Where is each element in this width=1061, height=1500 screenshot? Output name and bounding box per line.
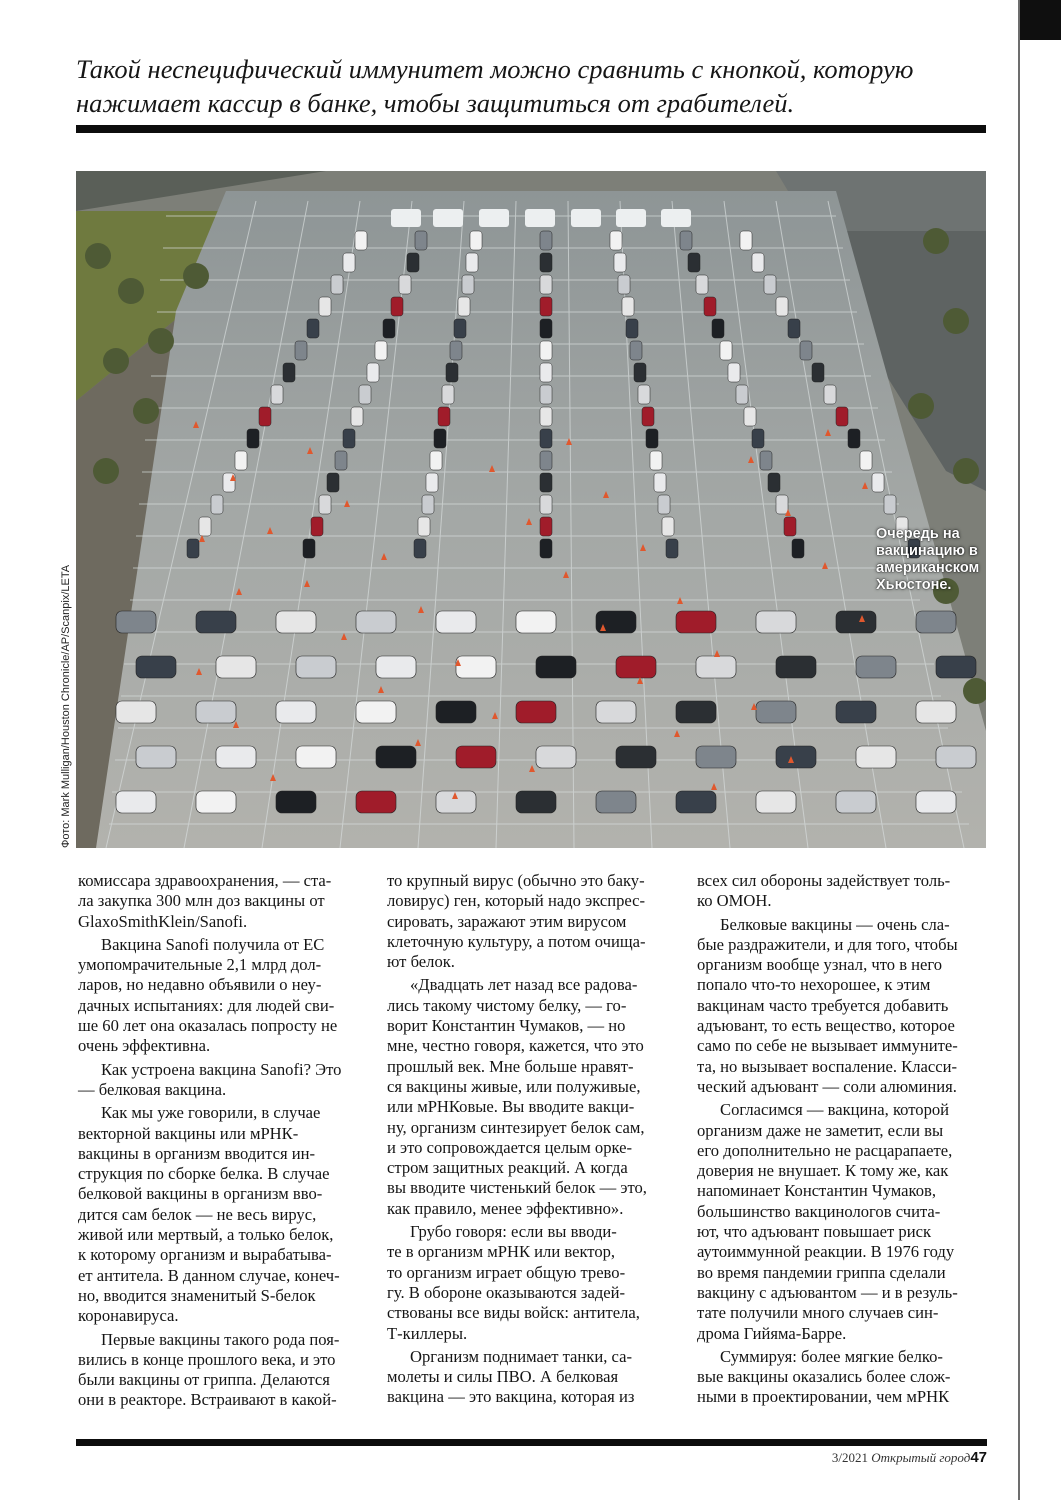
text-line: гу. В обороне оказываются задей- — [387, 1282, 626, 1302]
car — [616, 746, 656, 768]
car — [454, 319, 466, 338]
car — [136, 746, 176, 768]
paragraph-first-line: «Двадцать лет назад все радова- — [410, 975, 638, 995]
car — [654, 473, 666, 492]
car — [776, 297, 788, 316]
tree — [943, 308, 969, 334]
issue-number: 3/2021 — [831, 1450, 868, 1465]
text-line: доверия не внушает. К тому же, как — [697, 1161, 949, 1181]
car — [383, 319, 395, 338]
car — [756, 611, 796, 633]
text-line: Т-киллеры. — [387, 1323, 468, 1343]
car — [872, 473, 884, 492]
text-line: вакцинам часто требуется добавить — [697, 995, 949, 1015]
car — [446, 363, 458, 382]
vaccination-tent — [571, 209, 601, 227]
car — [283, 363, 295, 382]
text-line: то крупный вирус (обычно это баку- — [387, 871, 645, 890]
text-line: — белковая вакцина. — [78, 1079, 227, 1099]
car — [376, 746, 416, 768]
vaccination-tent — [616, 209, 646, 227]
car — [596, 791, 636, 813]
tree — [148, 328, 174, 354]
text-line: векторной вакцины или мРНК- — [78, 1123, 299, 1143]
paragraph-first-line: Суммируя: более мягкие белко- — [720, 1346, 943, 1366]
text-line: к которому организм и вырабатыва- — [78, 1245, 332, 1265]
car — [376, 656, 416, 678]
car — [856, 746, 896, 768]
photo-caption-line: американском — [876, 560, 980, 576]
photo-caption-line: вакцинацию в — [876, 543, 978, 559]
aerial-photo-illustration — [76, 171, 986, 848]
paragraph-first-line: Организм поднимает танки, са- — [410, 1346, 632, 1366]
car — [916, 701, 956, 723]
car — [276, 791, 316, 813]
tree — [183, 263, 209, 289]
paragraph-first-line: Белковые вакцины — очень сла- — [720, 914, 950, 934]
text-line: адъювант, то есть вещество, которое — [697, 1016, 955, 1036]
car — [720, 341, 732, 360]
car — [540, 407, 552, 426]
text-line: клеточную культуру, а потом очища- — [387, 931, 646, 951]
paragraph-first-line: Согласимся — вакцина, которой — [720, 1100, 950, 1120]
text-line: ну, организм синтезирует белок сам, — [387, 1117, 645, 1137]
car — [307, 319, 319, 338]
car — [536, 656, 576, 678]
car — [235, 451, 247, 470]
text-line: ствованы все виды войск: антитела, — [387, 1303, 640, 1323]
car — [295, 341, 307, 360]
paragraph-first-line: Первые вакцины такого рода поя- — [101, 1329, 340, 1349]
car — [540, 297, 552, 316]
car — [622, 297, 634, 316]
car — [540, 451, 552, 470]
text-line: ными в проектировании, чем мРНК — [697, 1387, 950, 1407]
photo-caption — [876, 526, 986, 594]
text-line: та, но вызывает воспаление. Класси- — [697, 1056, 957, 1076]
car — [812, 363, 824, 382]
text-line: вакцину с адъювантом — и в резуль- — [697, 1282, 958, 1302]
car — [836, 407, 848, 426]
text-line: живой или мертвый, а только белок, — [78, 1225, 334, 1245]
text-line: и это сопровождается целым орке- — [387, 1137, 633, 1157]
car — [792, 539, 804, 558]
text-line: вились в конце прошлого века, и это — [78, 1349, 336, 1369]
car — [540, 495, 552, 514]
text-line: ся вакцины живые, или полуживые, — [387, 1076, 641, 1096]
text-line: струкция по сборке белка. В случае — [78, 1164, 330, 1184]
car — [800, 341, 812, 360]
car — [335, 451, 347, 470]
car — [614, 253, 626, 272]
text-line: комиссара здравоохранения, — ста- — [78, 871, 332, 890]
car — [540, 319, 552, 338]
car — [259, 407, 271, 426]
car — [680, 231, 692, 250]
car — [211, 495, 223, 514]
car — [462, 275, 474, 294]
car — [415, 231, 427, 250]
car — [343, 253, 355, 272]
car — [356, 701, 396, 723]
car — [836, 611, 876, 633]
car — [540, 363, 552, 382]
car — [696, 746, 736, 768]
text-line: напоминает Константин Чумаков, — [697, 1181, 937, 1201]
paragraph-first-line: Грубо говоря: если вы вводи- — [410, 1222, 617, 1242]
page-footer — [832, 1449, 987, 1466]
car — [646, 429, 658, 448]
paragraph-first-line: Как устроена вакцина Sanofi? Это — [101, 1059, 342, 1079]
text-line: тате получили много случаев син- — [697, 1303, 939, 1323]
car — [458, 297, 470, 316]
vaccination-tent — [661, 209, 691, 227]
car — [470, 231, 482, 250]
car — [359, 385, 371, 404]
car — [788, 319, 800, 338]
car — [666, 539, 678, 558]
page-number: 47 — [970, 1449, 987, 1466]
car — [540, 341, 552, 360]
pull-quote-line: нажимает кассир в банке, чтобы защититься от грабителей. — [76, 88, 795, 118]
car — [355, 231, 367, 250]
text-line: ше 60 лет она оказалась попросту не — [78, 1016, 338, 1036]
car — [331, 275, 343, 294]
car — [540, 429, 552, 448]
car — [136, 656, 176, 678]
car — [856, 656, 896, 678]
car — [516, 701, 556, 723]
car — [744, 407, 756, 426]
text-line: очень эффективна. — [78, 1036, 211, 1056]
car — [276, 701, 316, 723]
car — [776, 656, 816, 678]
car — [375, 341, 387, 360]
vaccination-tent — [479, 209, 509, 227]
car — [626, 319, 638, 338]
car — [768, 473, 780, 492]
car — [276, 611, 316, 633]
car — [196, 791, 236, 813]
car — [327, 473, 339, 492]
text-line: вакцины в организм вводится ин- — [78, 1143, 316, 1163]
car — [196, 701, 236, 723]
text-line: были вакцины от гриппа. Делаются — [78, 1370, 330, 1390]
pull-quote-line: Такой неспецифический иммунитет можно сравнить с кнопкой, которую — [76, 54, 914, 84]
text-line: сировать, заражают этим вирусом — [387, 911, 627, 931]
text-line: ют, что адъювант повышает риск — [697, 1222, 932, 1242]
text-line: во время пандемии гриппа сделали — [697, 1262, 946, 1282]
text-line: организм вообще узнал, что в него — [697, 955, 943, 975]
car — [776, 495, 788, 514]
car — [196, 611, 236, 633]
text-line: ла закупка 300 млн доз вакцины от — [78, 891, 325, 911]
car — [247, 429, 259, 448]
text-line: его дополнительно не расцарапаете, — [697, 1140, 953, 1160]
car — [540, 473, 552, 492]
tree — [103, 348, 129, 374]
car — [752, 429, 764, 448]
car — [676, 791, 716, 813]
car — [936, 656, 976, 678]
car — [116, 611, 156, 633]
tree — [908, 393, 934, 419]
text-line: попало что-то нехорошее, к этим — [697, 975, 931, 995]
car — [414, 539, 426, 558]
car — [343, 429, 355, 448]
text-line: само по себе не вызывает иммуните- — [697, 1036, 958, 1056]
text-line: дрома Гийяма-Барре. — [697, 1323, 847, 1343]
tree — [953, 458, 979, 484]
car — [776, 746, 816, 768]
car — [836, 791, 876, 813]
photo-caption-line: Хьюстоне. — [876, 577, 952, 593]
paragraph-first-line: Как мы уже говорили, в случае — [101, 1103, 321, 1123]
car — [884, 495, 896, 514]
car — [216, 656, 256, 678]
car — [311, 517, 323, 536]
text-line: ют белок. — [387, 952, 455, 972]
car — [399, 275, 411, 294]
car — [540, 517, 552, 536]
text-line: ко ОМОН. — [697, 891, 772, 911]
car — [596, 701, 636, 723]
photo-credit: Фото: Mark Mulligan/Houston Chronicle/AP/Scanpix/LETA — [60, 564, 72, 848]
car — [407, 253, 419, 272]
car — [187, 539, 199, 558]
car — [351, 407, 363, 426]
car — [936, 746, 976, 768]
car — [630, 341, 642, 360]
text-line: ларов, но недавно объявили о неу- — [78, 975, 322, 995]
car — [676, 701, 716, 723]
car — [836, 701, 876, 723]
car — [658, 495, 670, 514]
text-line: GlaxoSmithKlein/Sanofi. — [78, 911, 248, 931]
text-line: бые раздражители, и для того, чтобы — [697, 934, 958, 954]
text-line: умопомрачительные 2,1 млрд дол- — [78, 955, 322, 975]
car — [676, 611, 716, 633]
car — [271, 385, 283, 404]
car — [391, 297, 403, 316]
car — [319, 495, 331, 514]
text-line: те в организм мРНК или вектор, — [387, 1242, 616, 1262]
vaccination-tent — [391, 209, 421, 227]
car — [116, 701, 156, 723]
text-column-1 — [78, 871, 364, 1411]
car — [456, 746, 496, 768]
text-line: коронавируса. — [78, 1306, 179, 1326]
car — [916, 791, 956, 813]
car — [536, 746, 576, 768]
car — [436, 791, 476, 813]
text-line: как правило, менее эффективно». — [387, 1198, 624, 1218]
photo-caption-line: Очередь на — [876, 526, 960, 542]
car — [756, 701, 796, 723]
car — [740, 231, 752, 250]
car — [296, 656, 336, 678]
page-edge-bar — [1018, 0, 1020, 1500]
vaccination-tent — [525, 209, 555, 227]
car — [638, 385, 650, 404]
text-line: дится сам белок — не весь вирус, — [78, 1204, 317, 1224]
car — [516, 611, 556, 633]
text-line: ворит Константин Чумаков, — но — [387, 1016, 626, 1036]
paragraph-first-line: Вакцина Sanofi получила от ЕС — [101, 934, 325, 954]
text-line: прошлый век. Мне больше нравят- — [387, 1056, 634, 1076]
car — [916, 611, 956, 633]
text-line: то организм играет общую трево- — [387, 1262, 626, 1282]
text-line: ческий адъювант — соли алюминия. — [697, 1076, 957, 1096]
text-line: лись такому чистому белку, — го- — [387, 995, 627, 1015]
car — [736, 385, 748, 404]
car — [540, 539, 552, 558]
car — [848, 429, 860, 448]
car — [616, 656, 656, 678]
tree — [93, 458, 119, 484]
car — [634, 363, 646, 382]
text-line: аутоиммунной реакции. В 1976 году — [697, 1242, 955, 1262]
car — [540, 253, 552, 272]
car — [688, 253, 700, 272]
car — [438, 407, 450, 426]
car — [296, 746, 336, 768]
car — [434, 429, 446, 448]
text-line: всех сил обороны задействует толь- — [697, 871, 951, 890]
car — [618, 275, 630, 294]
vaccination-tent — [433, 209, 463, 227]
car — [319, 297, 331, 316]
car — [610, 231, 622, 250]
text-line: они в реакторе. Встраивают в какой- — [78, 1390, 337, 1410]
car — [784, 517, 796, 536]
car — [436, 701, 476, 723]
car — [860, 451, 872, 470]
car — [426, 473, 438, 492]
tree — [133, 398, 159, 424]
car — [760, 451, 772, 470]
parking-lot-photo — [76, 171, 986, 848]
car — [116, 791, 156, 813]
page-corner-tab — [1020, 0, 1061, 40]
tree — [85, 243, 111, 269]
car — [418, 517, 430, 536]
car — [367, 363, 379, 382]
car — [662, 517, 674, 536]
text-line: большинство вакцинологов счита- — [697, 1201, 941, 1221]
car — [696, 275, 708, 294]
car — [704, 297, 716, 316]
text-line: белковой вакцины в организм вво- — [78, 1184, 323, 1204]
car — [696, 656, 736, 678]
car — [756, 791, 796, 813]
text-line: молеты и силы ПВО. А белковая — [387, 1367, 619, 1387]
car — [764, 275, 776, 294]
car — [752, 253, 764, 272]
bottom-rule — [76, 1439, 987, 1446]
car — [456, 656, 496, 678]
car — [442, 385, 454, 404]
text-line: мне, честно говоря, кажется, что это — [387, 1036, 644, 1056]
car — [540, 385, 552, 404]
car — [356, 611, 396, 633]
car — [430, 451, 442, 470]
pull-quote — [76, 52, 996, 120]
car — [712, 319, 724, 338]
top-rule — [76, 125, 986, 133]
car — [199, 517, 211, 536]
car — [728, 363, 740, 382]
text-column-2 — [387, 871, 673, 1408]
text-line: вые вакцины оказались более слож- — [697, 1367, 951, 1387]
text-line: ловирус) ген, который надо экспрес- — [387, 891, 646, 911]
magazine-name: Открытый город — [871, 1450, 971, 1465]
car — [824, 385, 836, 404]
text-line: но, вводится знаменитый S-белок — [78, 1285, 316, 1305]
car — [466, 253, 478, 272]
text-line: дачных испытаниях: для людей сви- — [78, 995, 335, 1015]
car — [516, 791, 556, 813]
tree — [923, 228, 949, 254]
text-column-3 — [697, 871, 983, 1408]
car — [216, 746, 256, 768]
text-line: или мРНКовые. Вы вводите вакци- — [387, 1097, 635, 1117]
car — [540, 275, 552, 294]
tree — [118, 278, 144, 304]
text-line: вакцина — это вакцина, которая из — [387, 1387, 635, 1407]
car — [436, 611, 476, 633]
car — [650, 451, 662, 470]
car — [356, 791, 396, 813]
car — [450, 341, 462, 360]
car — [540, 231, 552, 250]
car — [303, 539, 315, 558]
car — [642, 407, 654, 426]
text-line: вы вводите чистенький белок — это, — [387, 1178, 647, 1198]
text-line: организм даже не заметит, если вы — [697, 1120, 944, 1140]
car — [422, 495, 434, 514]
text-line: стром защитных реакций. А когда — [387, 1158, 628, 1178]
text-line: ет антитела. В данном случае, конеч- — [78, 1265, 340, 1285]
